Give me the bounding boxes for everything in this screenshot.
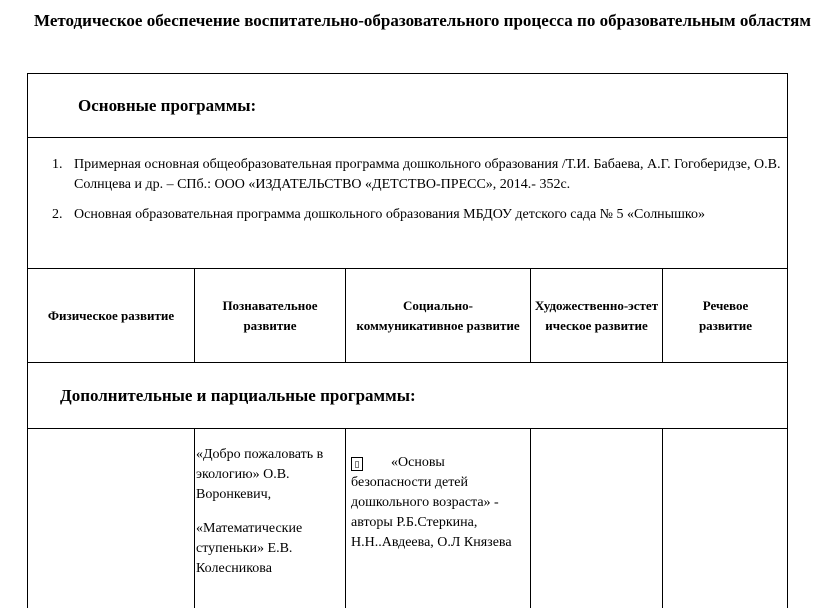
- list-number: 1.: [52, 157, 63, 172]
- social-programs-cell: [351, 453, 526, 553]
- column-header-physical: Физическое развитие: [47, 308, 175, 323]
- program-entry: «Основы безопасности детей дошкольного возраста» - авторы Р.Б.Стеркина, Н.Н..Авдеева, О.Л Князева: [351, 455, 512, 550]
- main-programs-list: [52, 155, 782, 235]
- column-header-artistic: Художественно-эстетическое развитие: [534, 298, 659, 333]
- column-divider: [530, 428, 531, 608]
- table-rule: [27, 362, 788, 363]
- list-text: Основная образовательная программа дошкольного образования МБДОУ детского сада № 5 «Солнышко»: [74, 207, 705, 222]
- column-divider: [662, 428, 663, 608]
- list-item: [52, 205, 782, 225]
- list-item: [52, 155, 782, 195]
- program-entry: «Математические ступеньки» Е.В. Колесникова: [196, 521, 303, 576]
- column-header-cognitive: Познавательное развитие: [222, 298, 318, 333]
- column-header-speech: Речевое развитие: [698, 298, 753, 333]
- table-rule: [27, 137, 788, 138]
- column-header-social: Социально-коммуникативное развитие: [356, 298, 520, 333]
- program-entry: «Добро пожаловать в экологию» О.В. Воронкевич,: [196, 447, 324, 502]
- table-rule: [27, 428, 788, 429]
- column-divider: [345, 428, 346, 608]
- list-text: Примерная основная общеобразовательная программа дошкольного образования /Т.И. Бабаева, А.Г. Гогоберидзе, О.В. Солнцева и др. – СПб.: ООО «ИЗДАТЕЛЬСТВО «ДЕТСТВО-ПРЕСС», 2014.- 352с.: [74, 157, 781, 192]
- list-number: 2.: [52, 207, 63, 222]
- additional-programs-heading: Дополнительные и парциальные программы:: [60, 386, 416, 405]
- unknown-glyph-icon: ▯: [351, 457, 363, 471]
- cognitive-programs-cell: [196, 445, 342, 579]
- column-divider: [194, 428, 195, 608]
- table-rule: [27, 268, 788, 269]
- main-programs-heading: Основные программы:: [78, 96, 257, 115]
- document-title: Методическое обеспечение воспитательно-образовательного процесса по образовательным областям: [34, 11, 811, 30]
